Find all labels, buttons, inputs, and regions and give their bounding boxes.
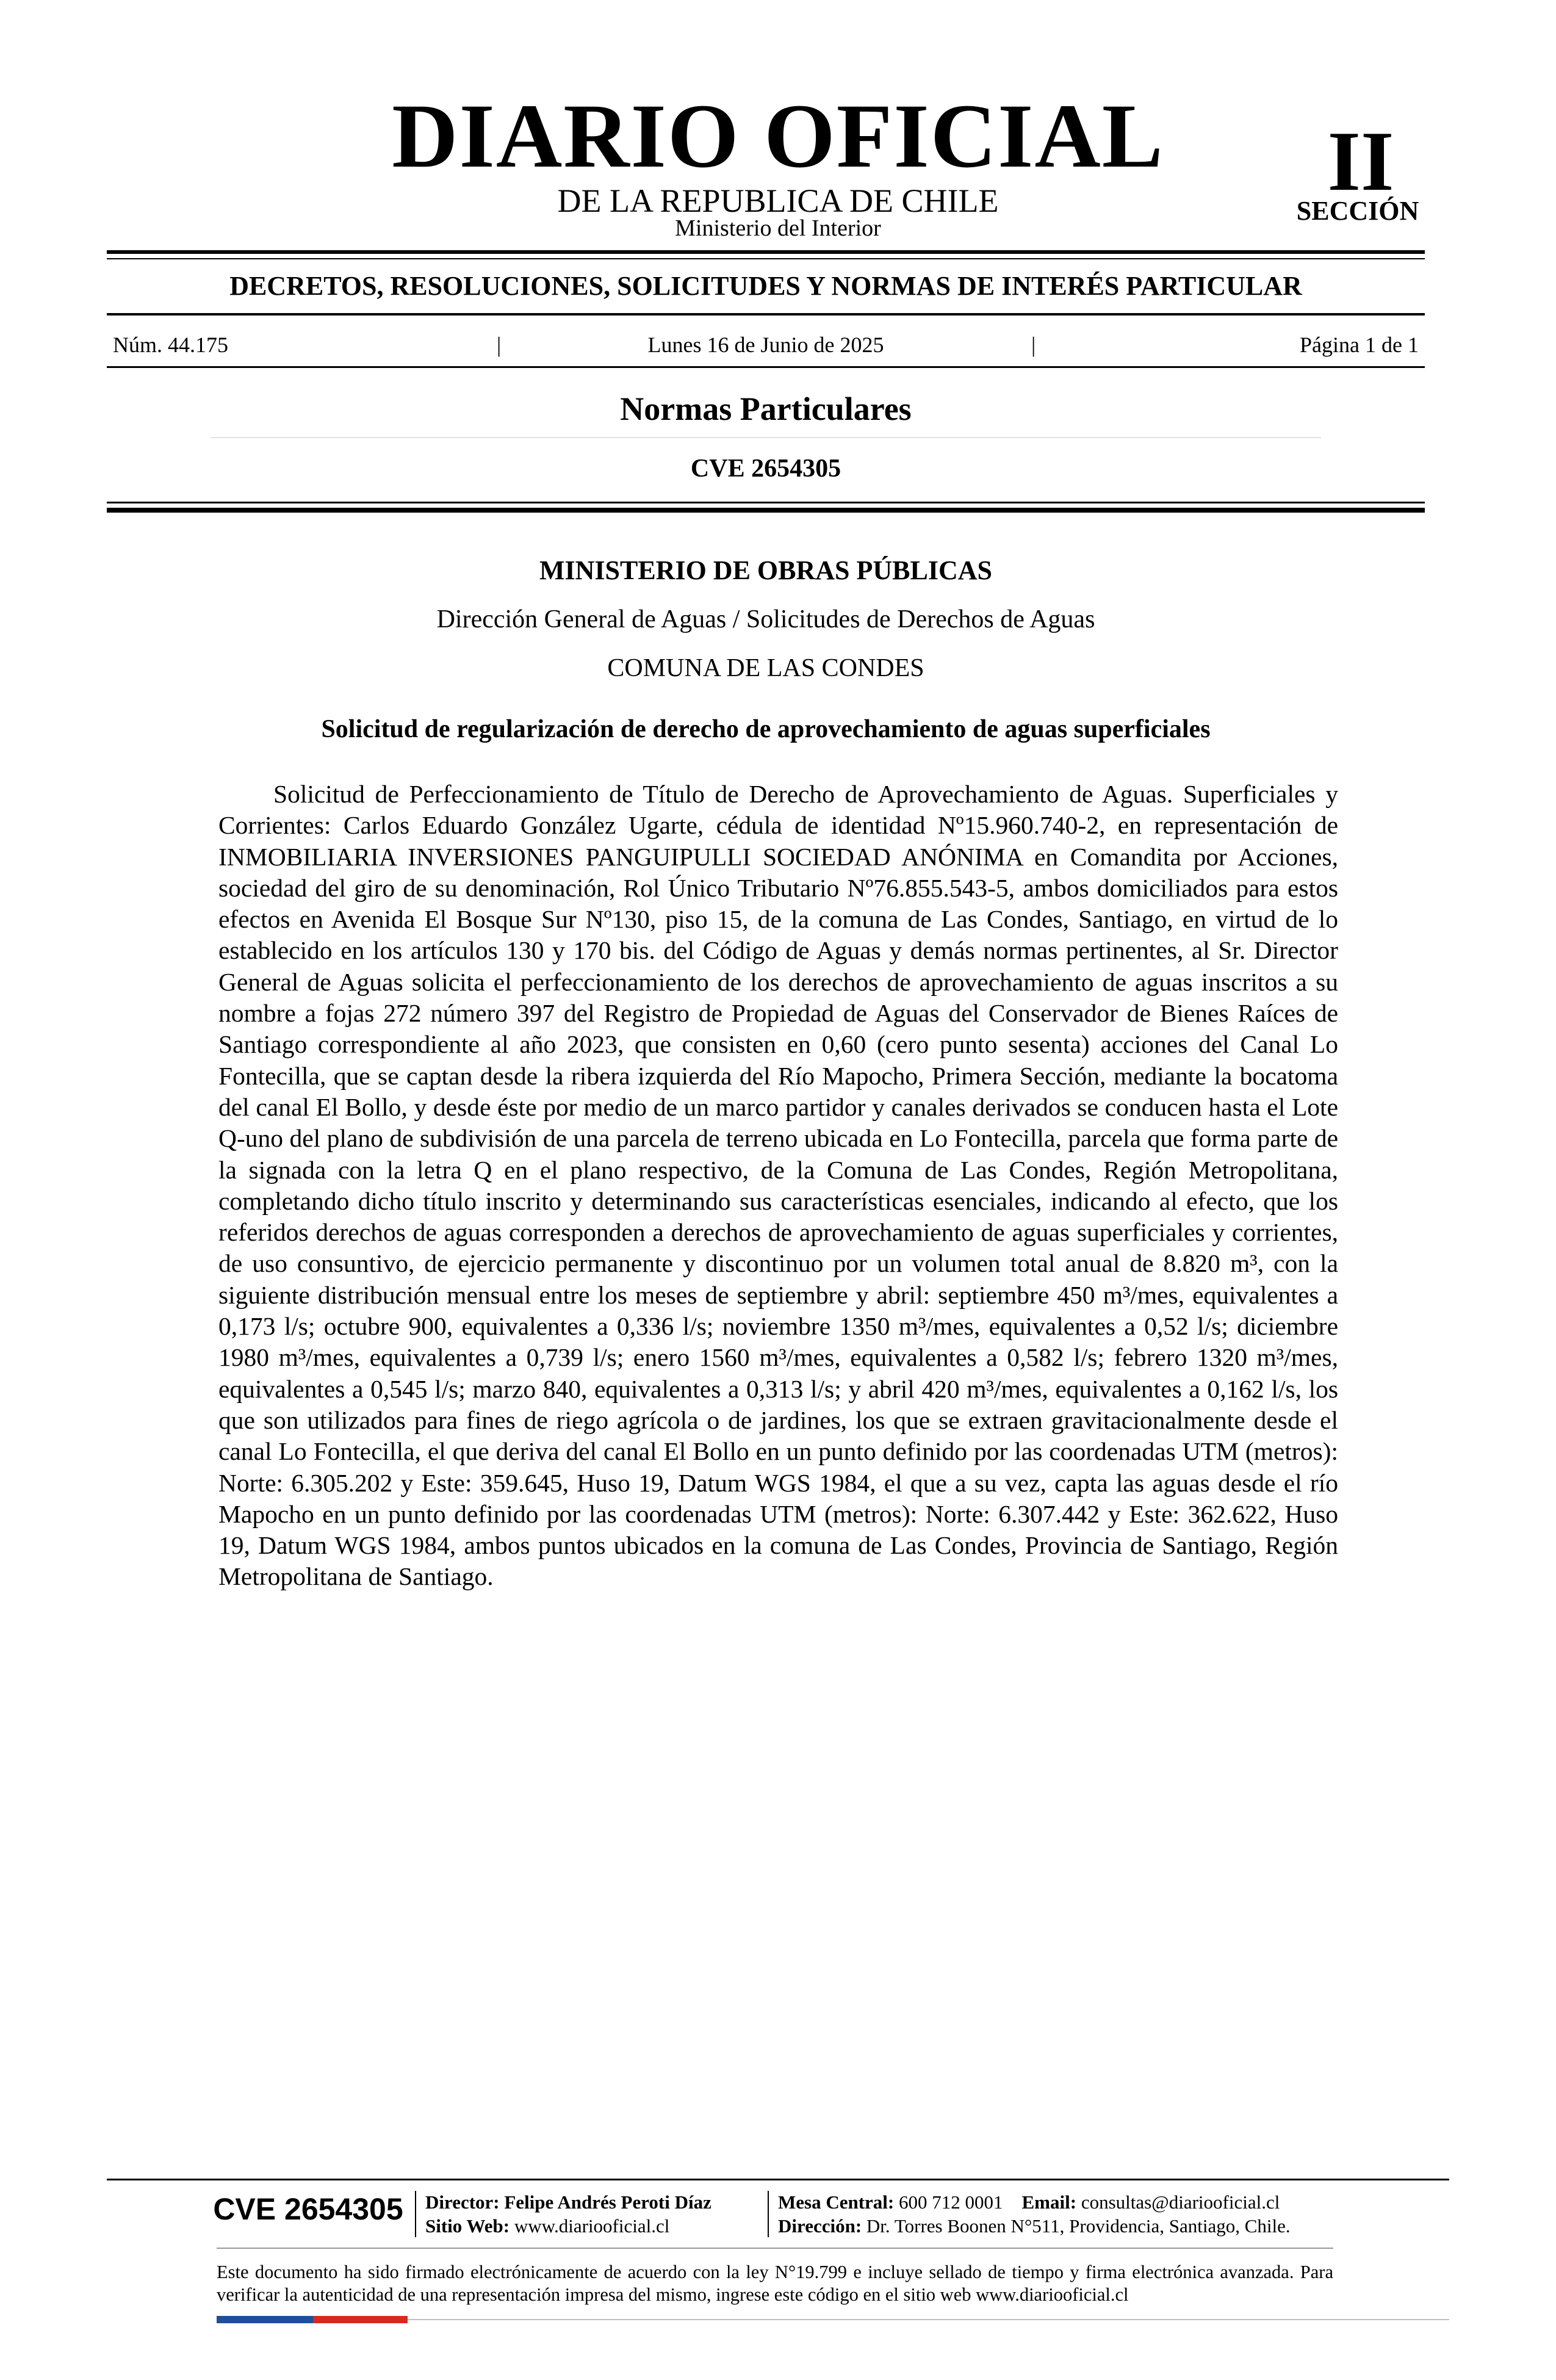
footer-website [425,2215,669,2238]
cve-rule-thick [107,508,1425,513]
footer-website-label: Sitio Web: [425,2215,510,2237]
issue-date: Lunes 16 de Junio de 2025 [647,333,884,357]
masthead-subtitle: DE LA REPUBLICA DE CHILE [557,182,999,219]
masthead-ministry: Ministerio del Interior [675,215,881,241]
article-department: Dirección General de Aguas / Solicitudes de Derechos de Aguas [436,605,1095,633]
footer-contact [778,2191,1280,2214]
footer-cve-code: CVE 2654305 [213,2192,403,2226]
footer-director-label: Director: [425,2191,500,2213]
section-title-underline [211,437,1321,438]
footer-email-link[interactable]: consultas@diariooficial.cl [1081,2191,1280,2213]
footer-phone-label: Mesa Central: [778,2191,895,2213]
footer-address [778,2215,1291,2238]
footer-director [425,2191,711,2214]
header-rule-bottom [107,366,1425,368]
cve-rule-thin [107,502,1425,503]
page-indicator: Página 1 de 1 [1300,333,1419,357]
footer-divider-left [415,2191,416,2237]
footer-rule-top [107,2179,1449,2180]
article-heading: Solicitud de regularización de derecho de aprovechamiento de aguas superficiales [321,715,1211,743]
footer-email-label: Email: [1021,2191,1077,2213]
section-title: Normas Particulares [620,391,912,427]
issue-number: Núm. 44.175 [113,333,228,357]
section-number: II [1327,114,1394,209]
footer-signature-note: Este documento ha sido firmado electrónicamente de acuerdo con la ley N°19.799 e incluye sellado de tiempo y firma electrónica avanzada. Para verificar la autenticidad de una representación impresa del mismo, ingrese este código en el sitio web www.diariooficial.cl [217,2262,1333,2305]
footer-address-label: Dirección: [778,2215,862,2237]
header-rule-top-thin [107,258,1425,259]
cve-code: CVE 2654305 [690,455,841,483]
band-title: DECRETOS, RESOLUCIONES, SOLICITUDES Y NORMAS DE INTERÉS PARTICULAR [229,271,1302,301]
footer-address-text: Dr. Torres Boonen N°511, Providencia, Santiago, Chile. [866,2215,1291,2237]
flag-stripe-red [313,2316,408,2323]
footer-divider-right [768,2191,769,2237]
footer-rule-mid [217,2248,1333,2249]
article-ministry: MINISTERIO DE OBRAS PÚBLICAS [539,555,993,585]
article-body: Solicitud de Perfeccionamiento de Título de Derecho de Aprovechamiento de Aguas. Superficiales y Corrientes: Carlos Eduardo González Ugarte, cédula de identidad Nº15.960.740-2, en representación de INMOBILIARIA INVERSIONES PANGUIPULLI SOCIEDAD ANÓNIMA en Comandita por Acciones, sociedad del giro de su denominación, Rol Único Tributario Nº76.855.543-5, ambos domiciliados para estos efectos en Avenida El Bosque Sur Nº130, piso 15, de la comuna de Las Condes, Santiago, en virtud de lo establecido en los artículos 130 y 170 bis. del Código de Aguas y demás normas pertinentes, al Sr. Director General de Aguas solicita el perfeccionamiento de los derechos de aprovechamiento de aguas inscritos a su nombre a fojas 272 número 397 del Registro de Propiedad de Aguas del Conservador de Bienes Raíces de Santiago correspondiente al año 2023, que consisten en 0,60 (cero punto sesenta) acciones del Canal Lo Fontecilla, que se captan desde la ribera izquierda del Río Mapocho, Primera Sección, mediante la bocatoma del canal El Bollo, y desde éste por medio de un marco partidor y canales derivados se conducen hasta el Lote Q-uno del plano de subdivisión de una parcela de terreno ubicada en Lo Fontecilla, parcela que forma parte de la signada con la letra Q en el plano respectivo, de la Comuna de Las Condes, Región Metropolitana, completando dicho título inscrito y determinando sus características esenciales, indicando al efecto, que los referidos derechos de aguas corresponden a derechos de aprovechamiento de aguas superficiales y corrientes, de uso consuntivo, de ejercicio permanente y discontinuo por un volumen total anual de 8.820 m³, con la siguiente distribución mensual entre los meses de septiembre y abril: septiembre 450 m³/mes, equivalentes a 0,173 l/s; octubre 900, equivalentes a 0,336 l/s; noviembre 1350 m³/mes, equivalentes a 0,52 l/s; diciembre 1980 m³/mes, equivalentes a 0,739 l/s; enero 1560 m³/mes, equivalentes a 0,582 l/s; febrero 1320 m³/mes, equivalentes a 0,545 l/s; marzo 840, equivalentes a 0,313 l/s; y abril 420 m³/mes, equivalentes a 0,162 l/s, los que son utilizados para fines de riego agrícola o de jardines, los que se extraen gravitacionalmente desde el canal Lo Fontecilla, el que deriva del canal El Bollo en un punto definido por las coordenadas UTM (metros): Norte: 6.305.202 y Este: 359.645, Huso 19, Datum WGS 1984, el que a su vez, capta las aguas desde el río Mapocho en un punto definido por las coordenadas UTM (metros): Norte: 6.307.442 y Este: 362.622, Huso 19, Datum WGS 1984, ambos puntos ubicados en la comuna de Las Condes, Provincia de Santiago, Región Metropolitana de Santiago. [218,780,1338,1591]
footer-website-link[interactable]: www.diariooficial.cl [514,2215,670,2237]
footer-director-name: Felipe Andrés Peroti Díaz [504,2191,711,2213]
section-label: SECCIÓN [1296,196,1419,226]
header-rule-top [107,250,1425,254]
article-comuna: COMUNA DE LAS CONDES [607,654,924,682]
masthead-title: DIARIO OFICIAL [392,85,1164,187]
footer-phone: 600 712 0001 [899,2191,1003,2213]
header-rule-mid [107,313,1425,316]
meta-separator-left: | [497,333,502,357]
flag-stripe-blue [217,2316,313,2323]
meta-separator-right: | [1031,333,1036,357]
footer-rule-bottom [408,2319,1449,2320]
